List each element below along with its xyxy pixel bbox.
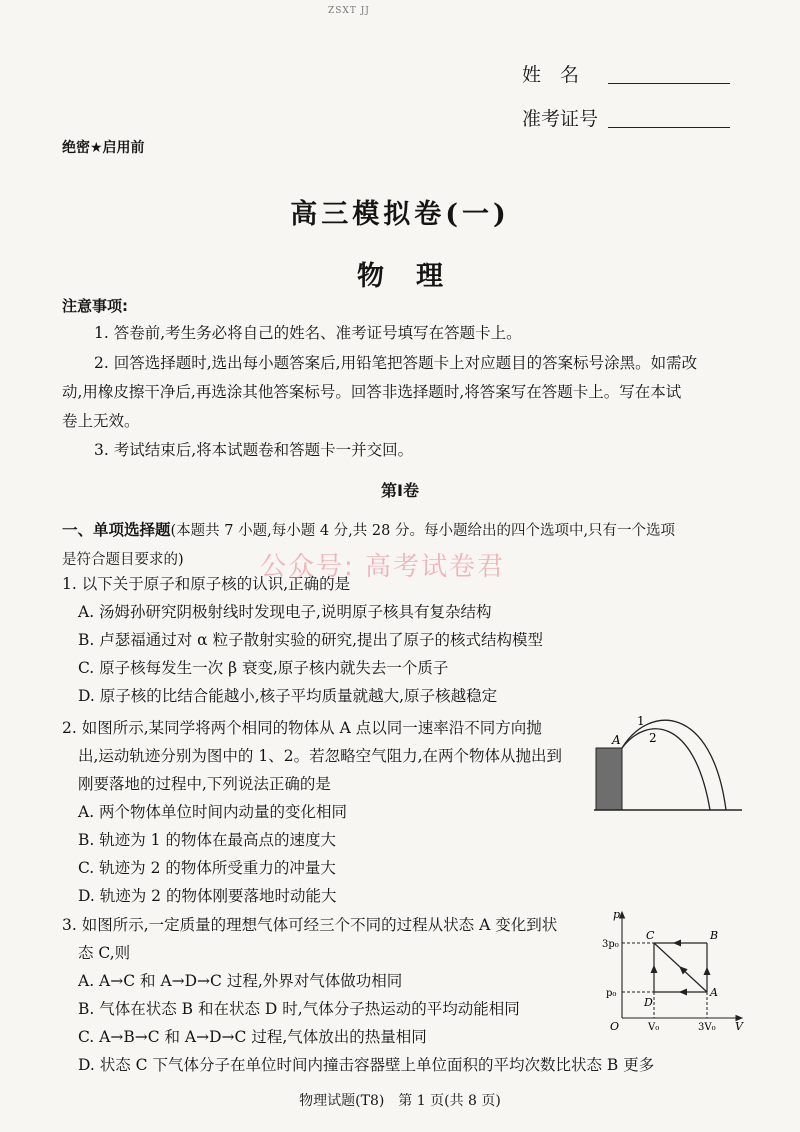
- subject-title: [0, 254, 800, 293]
- subject-char-1: 物: [357, 261, 384, 292]
- p-low-label: p₀: [606, 988, 617, 999]
- part-heading-note: (本题共 7 小题,每小题 4 分,共 28 分。每小题给出的四个选项中,只有一个选项: [170, 523, 676, 539]
- question-2-option-b: B. 轨迹为 1 的物体在最高点的速度大: [78, 831, 336, 849]
- projectile-figure: [594, 712, 744, 812]
- point-d-label: D: [644, 996, 653, 1009]
- exam-id-field[interactable]: [608, 127, 730, 128]
- p-high-label: 3p₀: [602, 939, 619, 950]
- platform-block: [596, 748, 622, 810]
- note-line: 1. 答卷前,考生务必将自己的姓名、准考证号填写在答题卡上。: [94, 324, 522, 342]
- question-3-option-c: C. A→B→C 和 A→D→C 过程,气体放出的热量相同: [78, 1028, 427, 1046]
- v-axis-label: V: [735, 1020, 743, 1032]
- watermark: 公众号: 高考试卷君: [260, 552, 506, 582]
- trajectory-2-label: 2: [649, 731, 657, 745]
- v-low-label: V₀: [648, 1022, 660, 1032]
- exam-id-label: 准考证号: [522, 108, 599, 130]
- question-2-option-a: A. 两个物体单位时间内动量的变化相同: [78, 803, 348, 821]
- question-2-stem-line-2: 出,运动轨迹分别为图中的 1、2。若忽略空气阻力,在两个物体从抛出到: [78, 747, 563, 765]
- question-1-option-a: A. 汤姆孙研究阴极射线时发现电子,说明原子核具有复杂结构: [78, 603, 492, 621]
- point-c-label: C: [646, 929, 655, 942]
- v-high-label: 3V₀: [698, 1022, 716, 1032]
- question-3-option-b: B. 气体在状态 B 和在状态 D 时,气体分子热运动的平均动能相同: [78, 1000, 520, 1018]
- subject-char-2: 理: [416, 261, 443, 292]
- notes-title: 注意事项:: [62, 297, 128, 315]
- exam-title: 高三模拟卷(一): [290, 199, 510, 230]
- path-a-c-arrow: [680, 967, 707, 992]
- path-a-c: [654, 943, 680, 967]
- pv-diagram: [602, 908, 748, 1032]
- page-footer: 物理试题(T8) 第 1 页(共 8 页): [299, 1093, 501, 1109]
- trajectory-1-label: 1: [637, 714, 645, 728]
- trajectory-2: [622, 729, 710, 810]
- origin-label: O: [610, 1020, 620, 1032]
- classified-mark: 绝密★启用前: [62, 140, 145, 156]
- question-3-stem-line-2: 态 C,则: [78, 944, 131, 962]
- question-2-stem-line-3: 刚要落地的过程中,下列说法正确的是: [78, 775, 331, 793]
- question-2-stem: 2. 如图所示,某同学将两个相同的物体从 A 点以同一速率沿不同方向抛: [62, 719, 542, 737]
- top-mark: ZSXT JJ: [328, 6, 370, 16]
- part-heading-note-2: 是符合题目要求的): [62, 552, 184, 568]
- question-1-stem: 1. 以下关于原子和原子核的认识,正确的是: [62, 575, 351, 593]
- name-label: 姓 名: [522, 64, 580, 86]
- question-2-option-d: D. 轨迹为 2 的物体刚要落地时动能大: [78, 887, 337, 905]
- section-title: 第Ⅰ卷: [381, 481, 419, 500]
- name-field[interactable]: [608, 83, 730, 84]
- part-heading-title: 一、单项选择题: [62, 521, 171, 539]
- point-a-label: A: [710, 986, 718, 999]
- question-1-option-c: C. 原子核每发生一次 β 衰变,原子核内就失去一个质子: [78, 659, 449, 677]
- note-line: 3. 考试结束后,将本试题卷和答题卡一并交回。: [94, 441, 414, 459]
- point-b-label: B: [710, 929, 719, 942]
- question-2-option-c: C. 轨迹为 2 的物体所受重力的冲量大: [78, 859, 336, 877]
- point-a-label: A: [612, 733, 621, 747]
- question-3-stem: 3. 如图所示,一定质量的理想气体可经三个不同的过程从状态 A 变化到状: [62, 916, 558, 934]
- question-3-option-d: D. 状态 C 下气体分子在单位时间内撞击容器壁上单位面积的平均次数比状态 B 更多: [78, 1056, 655, 1074]
- question-1-option-d: D. 原子核的比结合能越小,核子平均质量就越大,原子核越稳定: [78, 687, 498, 705]
- note-line: 2. 回答选择题时,选出每小题答案后,用铅笔把答题卡上对应题目的答案标号涂黑。如需改: [94, 354, 698, 372]
- question-3-option-a: A. A→C 和 A→D→C 过程,外界对气体做功相同: [78, 972, 403, 990]
- note-line: 动,用橡皮擦干净后,再选涂其他答案标号。回答非选择题时,将答案写在答题卡上。写在本试: [62, 383, 682, 401]
- p-axis-label: p: [613, 908, 621, 921]
- note-line: 卷上无效。: [62, 412, 140, 430]
- question-1-option-b: B. 卢瑟福通过对 α 粒子散射实验的研究,提出了原子的核式结构模型: [78, 631, 543, 649]
